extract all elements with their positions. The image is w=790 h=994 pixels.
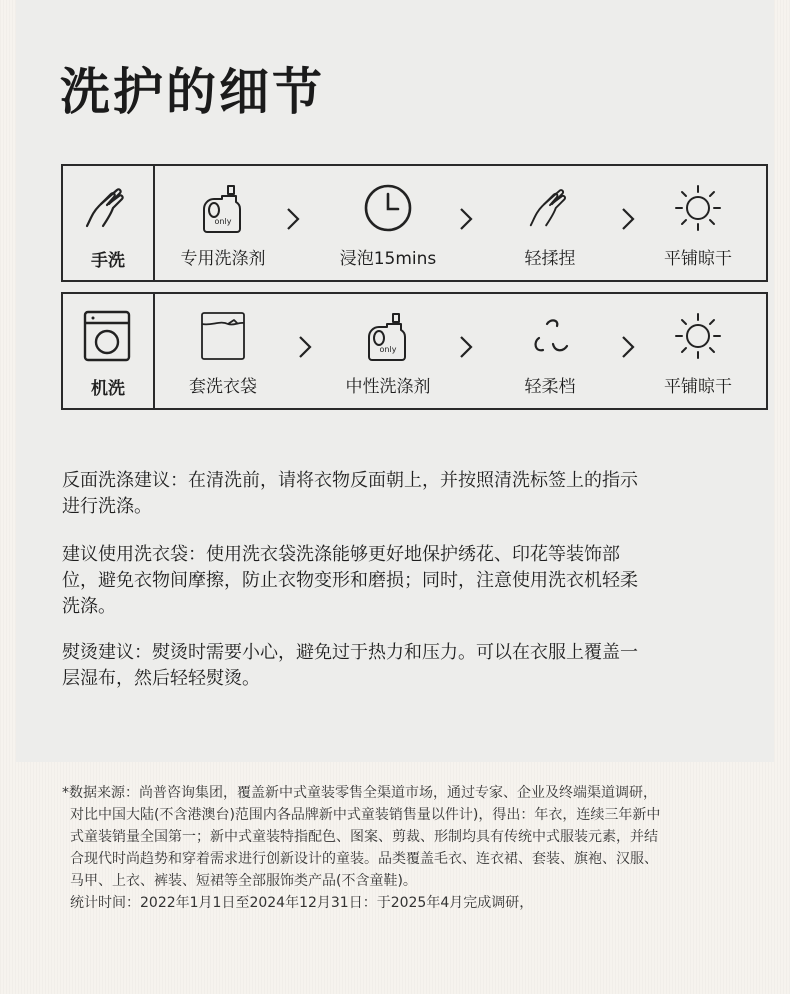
hand-icon: [81, 182, 133, 234]
step-label: 轻揉捏: [524, 249, 576, 269]
hand-wash-row: [61, 164, 768, 282]
clock-icon: [363, 182, 413, 234]
hand-wash-label: 手洗: [91, 251, 125, 271]
data-source-footnote: [62, 782, 752, 914]
svg-text:only: only: [379, 345, 397, 354]
step-soak: [318, 166, 458, 280]
chevron-right-icon: [456, 204, 476, 234]
detergent-bottle-icon: [198, 182, 248, 234]
text-line: 进行洗涤。: [62, 496, 152, 517]
text-line: 反面洗涤建议：在清洗前，请将衣物反面朝上，并按照清洗标签上的指示: [62, 470, 638, 491]
washing-machine-icon: [81, 310, 133, 362]
text-line: 层湿布，然后轻轻熨烫。: [62, 668, 260, 689]
text-line: 位，避免衣物间摩擦，防止衣物变形和磨损；同时，注意使用洗衣机轻柔: [62, 570, 638, 591]
hand-icon: [525, 182, 575, 234]
step-label: 专用洗涤剂: [180, 249, 266, 269]
machine-wash-label-cell: [63, 294, 155, 408]
machine-wash-label: 机洗: [91, 379, 125, 399]
step-label: 套洗衣袋: [189, 377, 257, 397]
text-line: 熨烫建议：熨烫时需要小心，避免过于热力和压力。可以在衣服上覆盖一: [62, 642, 638, 663]
svg-text:only: only: [214, 217, 232, 226]
footnote-line: 合现代时尚趋势和穿着需求进行创新设计的童装。品类覆盖毛衣、连衣裙、套装、旗袍、汉服、: [70, 851, 658, 867]
chevron-right-icon: [456, 332, 476, 362]
chevron-right-icon: [295, 332, 315, 362]
step-label: 中性洗涤剂: [345, 377, 431, 397]
step-neutral-detergent: [318, 294, 458, 408]
step-laundry-bag: [153, 294, 293, 408]
ironing-tip: [62, 640, 742, 692]
sun-icon: [673, 310, 723, 362]
reverse-wash-tip: [62, 468, 742, 520]
sun-icon: [673, 182, 723, 234]
detergent-bottle-icon: [363, 310, 413, 362]
text-line: 洗涤。: [62, 596, 116, 617]
step-label: 轻柔档: [524, 377, 576, 397]
laundry-bag-icon: [198, 310, 248, 362]
hand-wash-label-cell: [63, 166, 155, 280]
step-dry-flat: [628, 294, 768, 408]
footnote-line: 马甲、上衣、裤装、短裙等全部服饰类产品(不含童鞋)。: [70, 873, 417, 889]
footnote-line: 对比中国大陆(不含港澳台)范围内各品牌新中式童装销售量以件计)，得出：年衣，连续三年新中: [70, 807, 661, 823]
footnote-line: 式童装销量全国第一；新中式童装特指配色、图案、剪裁、形制均具有传统中式服装元素，并结: [70, 829, 658, 845]
step-knead: [480, 166, 620, 280]
step-label: 平铺晾干: [664, 249, 732, 269]
machine-wash-row: [61, 292, 768, 410]
step-label: 浸泡15mins: [339, 249, 437, 269]
laundry-bag-tip: [62, 542, 742, 620]
footnote-line: *数据来源：尚普咨询集团，覆盖新中式童装零售全渠道市场，通过专家、企业及终端渠道调研，: [62, 785, 657, 801]
gentle-wave-icon: [525, 310, 575, 362]
chevron-right-icon: [283, 204, 303, 234]
step-dry-flat: [628, 166, 768, 280]
step-detergent: [153, 166, 293, 280]
step-label: 平铺晾干: [664, 377, 732, 397]
text-line: 建议使用洗衣袋：使用洗衣袋洗涤能够更好地保护绣花、印花等装饰部: [62, 544, 620, 565]
page-title: 洗护的细节: [60, 63, 325, 121]
step-gentle-cycle: [480, 294, 620, 408]
footnote-line: 统计时间：2022年1月1日至2024年12月31日：于2025年4月完成调研，: [70, 895, 534, 911]
